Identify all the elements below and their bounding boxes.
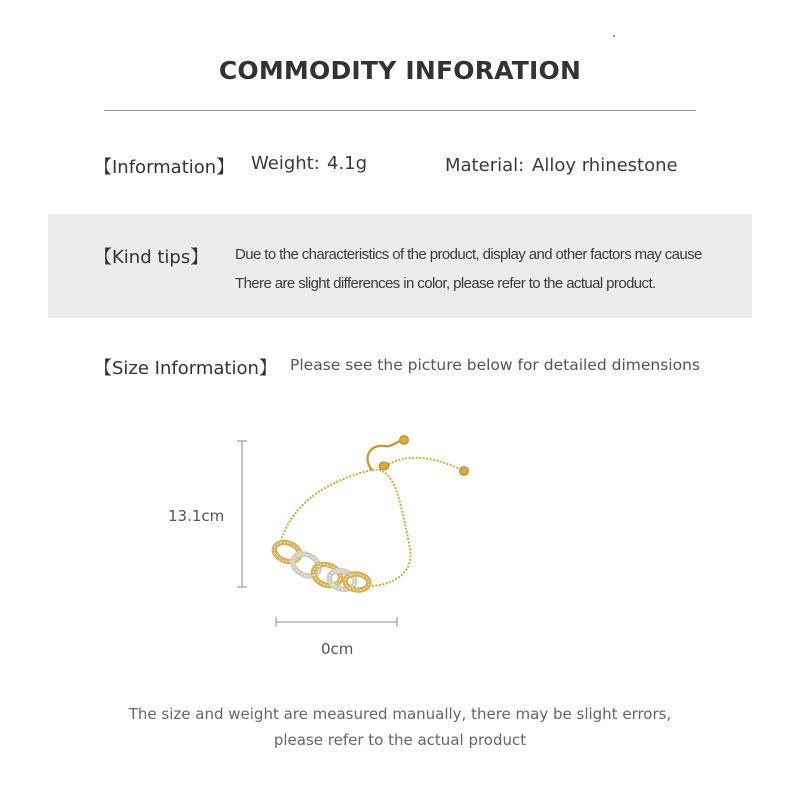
page-title: COMMODITY INFORATION <box>218 56 582 85</box>
footer-note-line-2: please refer to the actual product <box>273 731 527 749</box>
kind-tips-line-1: Due to the characteristics of the product, display and other factors may cause <box>235 246 702 263</box>
height-dimension-line <box>237 441 247 587</box>
size-information-label: 【Size Information】 <box>94 358 277 379</box>
bracelet-image <box>272 436 469 593</box>
kind-tips-line-2: There are slight differences in color, please refer to the actual product. <box>235 275 656 292</box>
kind-tips-label: 【Kind tips】 <box>94 247 209 268</box>
width-dimension-label: 0cm <box>321 640 354 658</box>
weight-value: 4.1g <box>327 153 368 174</box>
material-label: Material: <box>445 155 525 176</box>
height-dimension-label: 13.1cm <box>168 507 225 525</box>
footer-note-line-1: The size and weight are measured manually, there may be slight errors, <box>128 705 672 723</box>
weight-label: Weight: <box>251 153 320 174</box>
width-dimension-line <box>276 617 397 627</box>
information-label: 【Information】 <box>94 157 235 178</box>
material-value: Alloy rhinestone <box>532 155 678 176</box>
size-information-hint: Please see the picture below for detailed dimensions <box>290 356 700 374</box>
